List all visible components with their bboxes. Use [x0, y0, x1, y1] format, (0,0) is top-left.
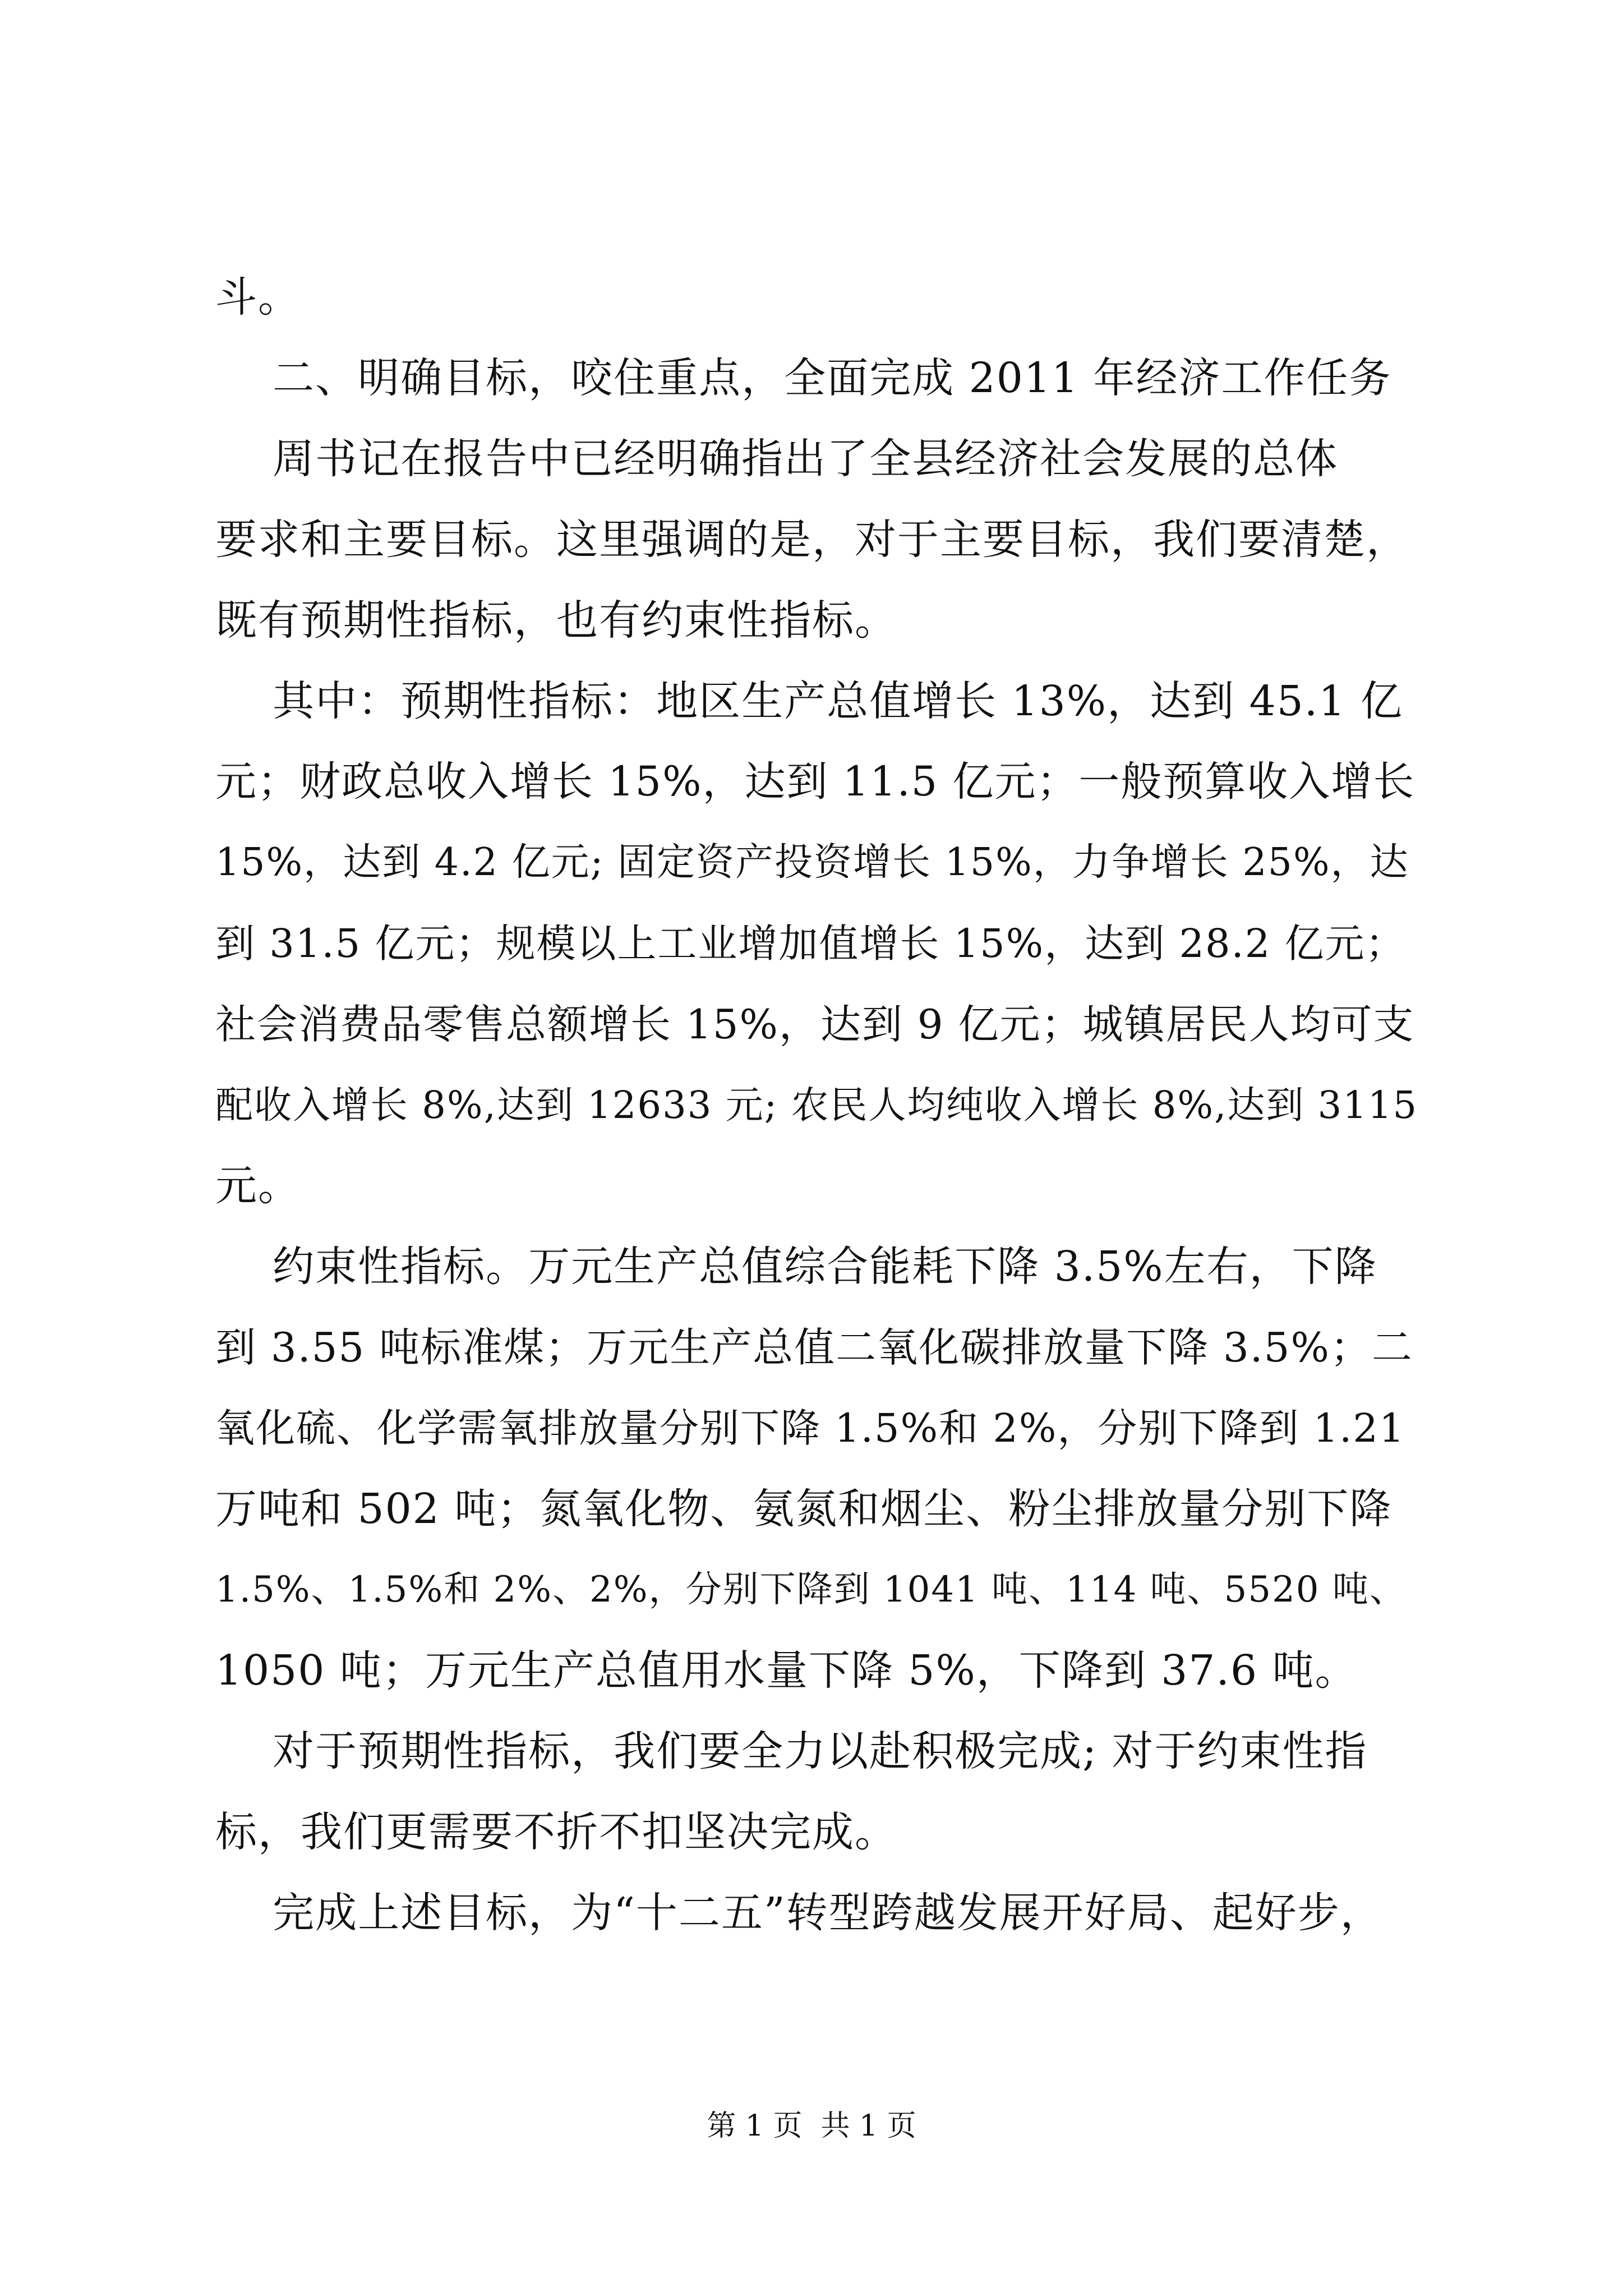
- text-line: 对于预期性指标，我们要全力以赴积极完成; 对于约束性指: [215, 1727, 1368, 1775]
- text-line: 周书记在报告中已经明确指出了全县经济社会发展的总体: [215, 435, 1339, 483]
- text-line: 到 31.5 亿元；规模以上工业增加值增长 15%，达到 28.2 亿元；: [215, 921, 1406, 967]
- text-line: 标，我们更需要不折不扣坚决完成。: [215, 1808, 897, 1856]
- text-line: 1.5%、1.5%和 2%、2%，分别下降到 1041 吨、114 吨、5520 吨、: [215, 1569, 1407, 1611]
- text-line: 元。: [215, 1162, 301, 1210]
- page-footer: 第 1 页 共 1 页: [707, 2109, 916, 2143]
- text-line: 15%，达到 4.2 亿元; 固定资产投资增长 15%，力争增长 25%，达: [215, 840, 1409, 885]
- text-line: 到 3.55 吨标准煤；万元生产总值二氧化碳排放量下降 3.5%；二: [215, 1324, 1413, 1371]
- text-line: 约束性指标。万元生产总值综合能耗下降 3.5%左右，下降: [215, 1243, 1377, 1291]
- text-line: 元；财政总收入增长 15%，达到 11.5 亿元；一般预算收入增长: [215, 758, 1415, 806]
- text-line: 社会消费品零售总额增长 15%，达到 9 亿元；城镇居民人均可支: [215, 1001, 1415, 1048]
- text-line: 其中：预期性指标：地区生产总值增长 13%，达到 45.1 亿: [215, 677, 1403, 725]
- text-line: 既有预期性指标，也有约束性指标。: [215, 596, 897, 645]
- text-line: 斗。: [215, 273, 301, 321]
- section-heading: 二、明确目标，咬住重点，全面完成 2011 年经济工作任务: [215, 354, 1392, 402]
- text-line: 配收入增长 8%,达到 12633 元; 农民人均纯收入增长 8%,达到 3115: [215, 1083, 1418, 1127]
- text-line: 要求和主要目标。这里强调的是，对于主要目标，我们要清楚，: [215, 516, 1409, 564]
- text-line: 完成上述目标，为“十二五”转型跨越发展开好局、起好步，: [215, 1889, 1383, 1937]
- text-line: 万吨和 502 吨；氮氧化物、氨氮和烟尘、粉尘排放量分别下降: [215, 1485, 1393, 1533]
- text-line: 氧化硫、化学需氧排放量分别下降 1.5%和 2%，分别下降到 1.21: [215, 1405, 1405, 1451]
- text-line: 1050 吨；万元生产总值用水量下降 5%，下降到 37.6 吨。: [215, 1646, 1358, 1695]
